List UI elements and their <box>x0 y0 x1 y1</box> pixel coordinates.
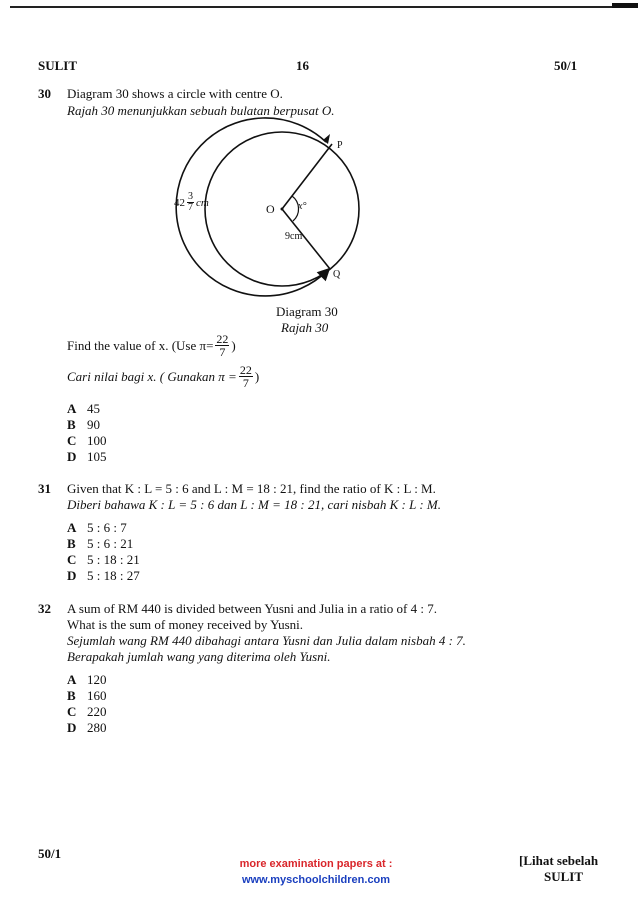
q30-find-ms <box>67 364 259 389</box>
q32-line2-ms: Berapakah jumlah wang yang diterima oleh Yusni. <box>67 649 331 664</box>
option-letter: D <box>67 568 77 583</box>
option-b[interactable] <box>67 688 107 704</box>
option-text: 5 : 6 : 21 <box>87 536 134 551</box>
pi-num-en: 22 <box>216 332 229 346</box>
option-text: 100 <box>87 433 107 448</box>
q30-number: 30 <box>38 86 51 101</box>
q30-find-ms-text: Cari nilai bagi x. ( Gunakan π = <box>67 368 237 384</box>
center-point <box>281 208 284 211</box>
option-text: 90 <box>87 417 100 432</box>
top-rule <box>10 6 638 8</box>
diagram-caption-ms: Rajah 30 <box>281 320 329 335</box>
angle-label: x° <box>298 201 307 212</box>
q31-line-en: Given that K : L = 5 : 6 and L : M = 18 : 21, find the ratio of K : L : M. <box>67 481 436 496</box>
option-letter: C <box>67 433 77 448</box>
close-paren-en: ) <box>231 337 236 353</box>
q32-number: 32 <box>38 601 51 616</box>
arc-num: 3 <box>188 191 193 202</box>
option-letter: C <box>67 704 77 719</box>
option-text: 45 <box>87 401 100 416</box>
q31-line-ms: Diberi bahawa K : L = 5 : 6 dan L : M = 18 : 21, cari nisbah K : L : M. <box>67 497 441 512</box>
diagram-caption-en: Diagram 30 <box>276 304 338 319</box>
option-letter: C <box>67 552 77 567</box>
option-letter: D <box>67 449 77 464</box>
option-b[interactable] <box>67 536 140 552</box>
arc-fraction <box>187 192 194 213</box>
option-letter: A <box>67 672 77 687</box>
option-text: 5 : 18 : 27 <box>87 568 140 583</box>
radius-label: 9cm <box>285 231 303 242</box>
option-a[interactable] <box>67 401 107 417</box>
option-c[interactable] <box>67 552 140 568</box>
option-letter: A <box>67 520 77 535</box>
q32-line1-ms: Sejumlah wang RM 440 dibahagi antara Yusni dan Julia dalam nisbah 4 : 7. <box>67 633 466 648</box>
pi-num-ms: 22 <box>239 363 252 377</box>
footer-lihat-sebelah: [Lihat sebelah <box>519 853 599 868</box>
option-text: 120 <box>87 672 107 687</box>
footer-link-url[interactable]: www.myschoolchildren.com <box>241 874 391 886</box>
option-letter: B <box>67 417 76 432</box>
footer-link-line1: more examination papers at : <box>239 858 393 870</box>
option-letter: B <box>67 688 76 703</box>
option-text: 220 <box>87 704 107 719</box>
paper-code: 50/1 <box>554 58 578 73</box>
option-text: 160 <box>87 688 107 703</box>
point-q-label: Q <box>333 269 341 280</box>
pi-fraction-en <box>215 333 229 358</box>
option-d[interactable] <box>67 568 140 584</box>
option-c[interactable] <box>67 433 107 449</box>
footer-code: 50/1 <box>38 846 62 861</box>
q30-line-en: Diagram 30 shows a circle with centre O. <box>67 86 283 101</box>
option-a[interactable] <box>67 672 107 688</box>
option-text: 5 : 18 : 21 <box>87 552 140 567</box>
arc-unit: cm <box>196 196 209 209</box>
q31-options <box>67 520 140 584</box>
option-letter: B <box>67 536 76 551</box>
q32-line1-en: A sum of RM 440 is divided between Yusni and Julia in a ratio of 4 : 7. <box>67 601 437 616</box>
pi-den-ms: 7 <box>242 376 249 390</box>
q32-line2-en: What is the sum of money received by Yusni. <box>67 617 303 632</box>
center-label: O <box>266 202 275 216</box>
q30-options <box>67 401 107 465</box>
radius-op <box>282 144 332 209</box>
page-number: 16 <box>296 58 309 73</box>
option-d[interactable] <box>67 720 107 736</box>
arc-den: 7 <box>188 202 193 213</box>
point-p-label: P <box>337 140 343 151</box>
option-d[interactable] <box>67 449 107 465</box>
option-text: 280 <box>87 720 107 735</box>
header-sulit: SULIT <box>38 58 78 73</box>
top-rule-thick-end <box>612 3 638 8</box>
option-text: 105 <box>87 449 107 464</box>
q30-line-ms: Rajah 30 menunjukkan sebuah bulatan berpusat O. <box>67 103 335 118</box>
pi-den-en: 7 <box>219 345 226 359</box>
q32-options <box>67 672 107 736</box>
pi-fraction-ms <box>239 364 253 389</box>
option-b[interactable] <box>67 417 107 433</box>
q30-find-en <box>67 333 236 358</box>
option-c[interactable] <box>67 704 107 720</box>
option-letter: D <box>67 720 77 735</box>
option-a[interactable] <box>67 520 140 536</box>
footer-sulit: SULIT <box>544 869 584 884</box>
arc-whole: 42 <box>174 196 185 209</box>
option-letter: A <box>67 401 77 416</box>
close-paren-ms: ) <box>254 368 260 384</box>
option-text: 5 : 6 : 7 <box>87 520 127 535</box>
arc-length-label <box>174 192 209 213</box>
arc-arrowhead-p <box>323 134 330 144</box>
q31-number: 31 <box>38 481 51 496</box>
q30-find-en-text: Find the value of x. (Use π= <box>67 337 214 353</box>
